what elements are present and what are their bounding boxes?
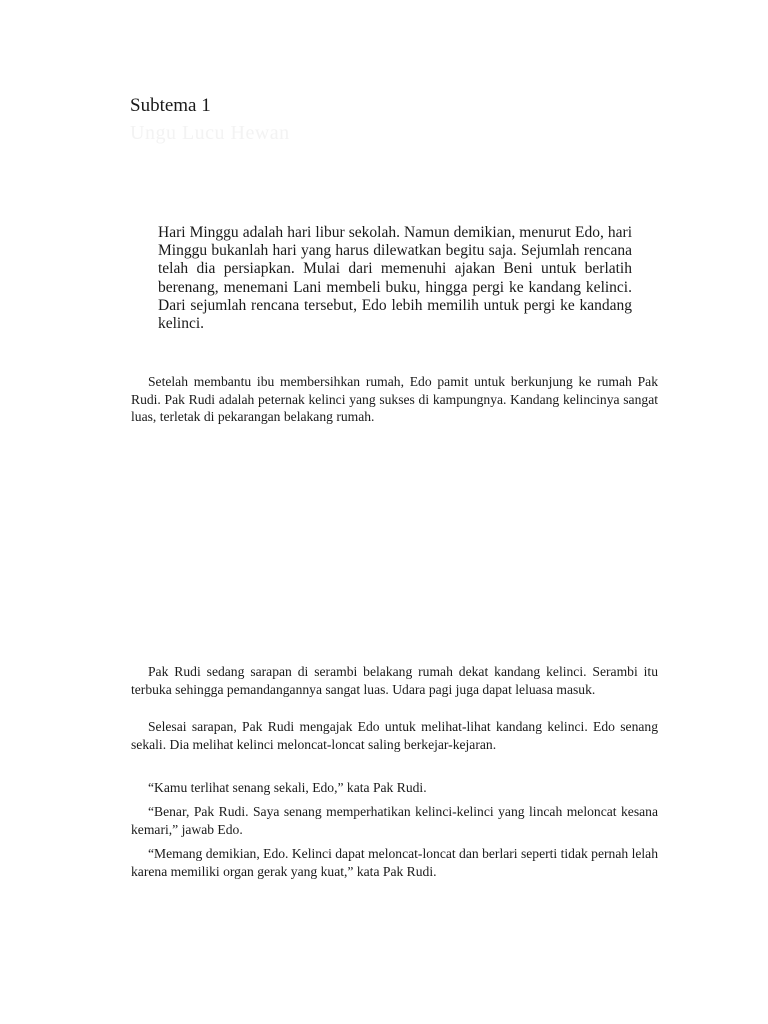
body-paragraph-3: Selesai sarapan, Pak Rudi mengajak Edo untuk melihat-lihat kandang kelinci. Edo senang sekali. Dia melihat kelinci meloncat-loncat saling berkejar-kejaran. (131, 719, 658, 752)
body-paragraph-1: Setelah membantu ibu membersihkan rumah, Edo pamit untuk berkunjung ke rumah Pak Rudi. Pak Rudi adalah peternak kelinci yang sukses di kampungnya. Kandang kelincinya sangat luas, terletak di pekarangan belakang rumah. (131, 374, 658, 424)
body-paragraph-5: “Benar, Pak Rudi. Saya senang memperhatikan kelinci-kelinci yang lincah meloncat kesana kemari,” jawab Edo. (131, 804, 658, 837)
body-paragraph-2: Pak Rudi sedang sarapan di serambi belakang rumah dekat kandang kelinci. Serambi itu terbuka sehingga pemandangannya sangat luas. Udara pagi juga dapat leluasa masuk. (131, 664, 658, 697)
subtheme-title-faint: Ungu Lucu Hewan (130, 122, 290, 144)
subtheme-heading: Subtema 1 (130, 95, 211, 116)
body-paragraph-4: “Kamu terlihat senang sekali, Edo,” kata Pak Rudi. (148, 780, 427, 795)
intro-paragraph: Hari Minggu adalah hari libur sekolah. Namun demikian, menurut Edo, hari Minggu bukanlah hari yang harus dilewatkan begitu saja. Sejumlah rencana telah dia persiapkan. Mulai dari memenuhi ajakan Beni untuk berlatih berenang, menemani Lani membeli buku, hingga pergi ke kandang kelinci. Dari sejumlah rencana tersebut, Edo lebih memilih untuk pergi ke kandang kelinci. (158, 224, 632, 333)
body-paragraph-6: “Memang demikian, Edo. Kelinci dapat meloncat-loncat dan berlari seperti tidak pernah lelah karena memiliki organ gerak yang kuat,” kata Pak Rudi. (131, 846, 658, 879)
